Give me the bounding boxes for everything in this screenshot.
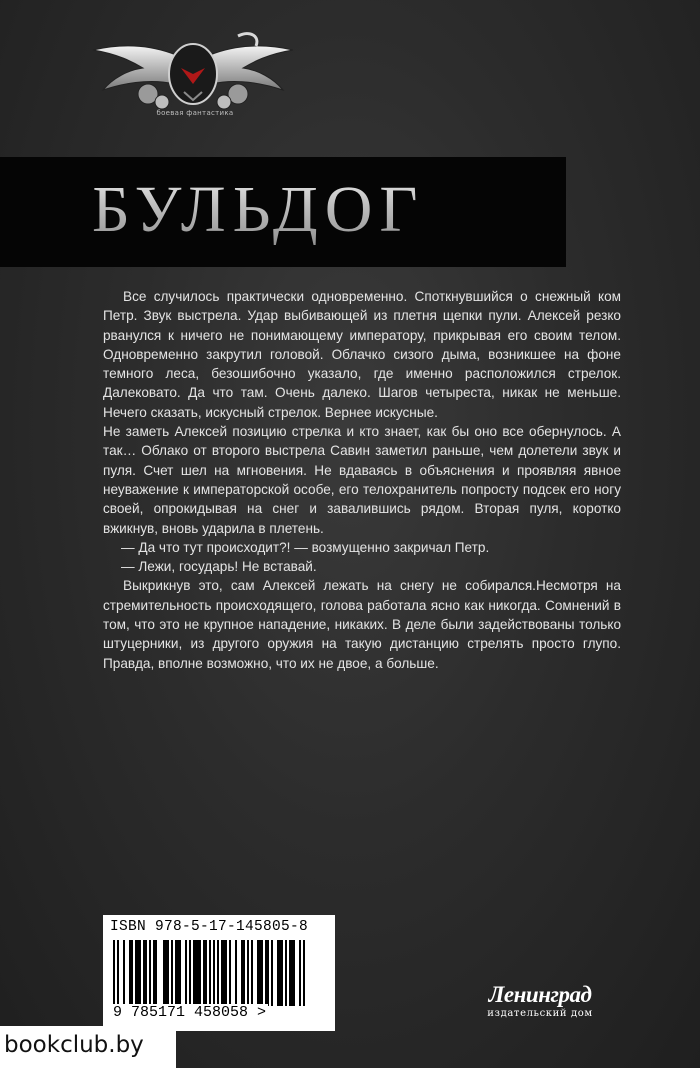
barcode-bar (285, 940, 287, 1006)
barcode-bar (271, 940, 273, 1006)
isbn-label: ISBN 978-5-17-145805-8 (110, 919, 309, 935)
barcode-bar (193, 940, 195, 1006)
barcode-bar (229, 940, 231, 1006)
barcode-bar (257, 940, 259, 1006)
book-title: БУЛЬДОГ (92, 173, 425, 246)
barcode-bar (259, 940, 261, 1006)
barcode-bar (209, 940, 211, 1006)
barcode-bar (155, 940, 157, 1006)
blurb-dialogue-line: — Лежи, государь! Не вставай. (121, 559, 317, 575)
barcode-bar (261, 940, 263, 1006)
barcode-bar (303, 940, 305, 1006)
watermark-text: bookclub.by (4, 1032, 144, 1058)
barcode-bar (217, 940, 219, 1006)
barcode-bar (195, 940, 197, 1006)
barcode-bar (171, 940, 173, 1006)
barcode-bar (143, 940, 145, 1006)
barcode-bar (167, 940, 169, 1006)
barcode-bar (149, 940, 151, 1006)
barcode-bar (299, 940, 301, 1006)
watermark (0, 1026, 176, 1068)
barcode-bar (131, 940, 133, 1006)
barcode-bar (163, 940, 165, 1006)
emblem-caption: боевая фантастика (156, 109, 234, 117)
barcode-bar (165, 940, 167, 1006)
barcode-bar (117, 940, 119, 1006)
barcode-bar (235, 940, 237, 1006)
barcode-bar (281, 940, 283, 1006)
barcode-bar (205, 940, 207, 1006)
barcode-bar (177, 940, 179, 1006)
barcode-bar (129, 940, 131, 1006)
barcode-digits: 9 785171 458058 > (113, 1004, 267, 1021)
barcode-bar (293, 940, 295, 1006)
barcode-bar (221, 940, 223, 1006)
blurb-text (103, 287, 621, 673)
barcode-bar (189, 940, 191, 1006)
barcode-bar (145, 940, 147, 1006)
publisher-name: Ленинград (488, 982, 592, 1007)
winged-skull-emblem-icon (88, 22, 298, 122)
barcode-bar (153, 940, 155, 1006)
blurb-paragraph: Все случилось практически одновременно. Споткнувшийся о снежный ком Петр. Звук выстрела. Удар выбивающей из плетня щепки пули. Алексей резко рванулся к ничего не понимающему императору, прикрывая его своим телом. Одновременно закрутил головой. Облачко сизого дыма, возникшее на фоне темного леса, безошибочно указало, где именно расположился стрелок. Далековато. Да что там. Очень далеко. Шагов четыреста, никак не меньше. Нечего сказать, искусный стрелок. Вернее искусные. (103, 289, 621, 420)
barcode-bar (197, 940, 199, 1006)
barcode-bar (113, 940, 115, 1006)
blurb-paragraph: Выкрикнув это, сам Алексей лежать на снегу не собирался.Несмотря на стремительность происходящего, голова работала ясно как никогда. Сомнений в том, что это не крупное нападение, никаких. В деле были задействованы только штуцерники, из другого оружия на такую дистанцию стрелять просто глупо. Правда, вполне возможно, что их не двое, а больше. (103, 578, 621, 671)
barcode-bar (243, 940, 245, 1006)
barcode-bar (241, 940, 243, 1006)
blurb-paragraph: Не заметь Алексей позицию стрелка и кто знает, как бы оно все обернулось. А так… Облако от второго выстрела Савин заметил раньше, чем долетели звук и пуля. Счет шел на мгновения. Не вдаваясь в объяснения и проявляя явное неуважение к императорской особе, его телохранитель попросту подсек его ногу своей, опрокидывая на снег и завалившись рядом. Вторая пуля, коротко вжикнув, вновь ударила в плетень. (103, 424, 621, 536)
barcode-bar (185, 940, 187, 1006)
barcode-bar (277, 940, 279, 1006)
barcode-bar (223, 940, 225, 1006)
barcode-bar (213, 940, 215, 1006)
barcode-bar (179, 940, 181, 1006)
barcode-bar (123, 940, 125, 1006)
barcode-bar (289, 940, 291, 1006)
barcode (107, 940, 331, 1010)
barcode-bar (175, 940, 177, 1006)
blurb-dialogue-line: — Да что тут происходит?! — возмущенно закричал Петр. (121, 539, 490, 555)
barcode-bar (137, 940, 139, 1006)
barcode-bar (251, 940, 253, 1006)
barcode-bar (203, 940, 205, 1006)
barcode-bar (279, 940, 281, 1006)
barcode-bar (247, 940, 249, 1006)
barcode-bar (291, 940, 293, 1006)
barcode-bar (225, 940, 227, 1006)
publisher-subtitle: издательский дом (487, 1008, 593, 1019)
barcode-bar (265, 940, 267, 1006)
barcode-bar (199, 940, 201, 1006)
publisher-logo-icon (460, 980, 620, 1032)
barcode-bar (267, 940, 269, 1006)
barcode-bar (139, 940, 141, 1006)
barcode-bar (135, 940, 137, 1006)
isbn-barcode-block (103, 915, 335, 1031)
